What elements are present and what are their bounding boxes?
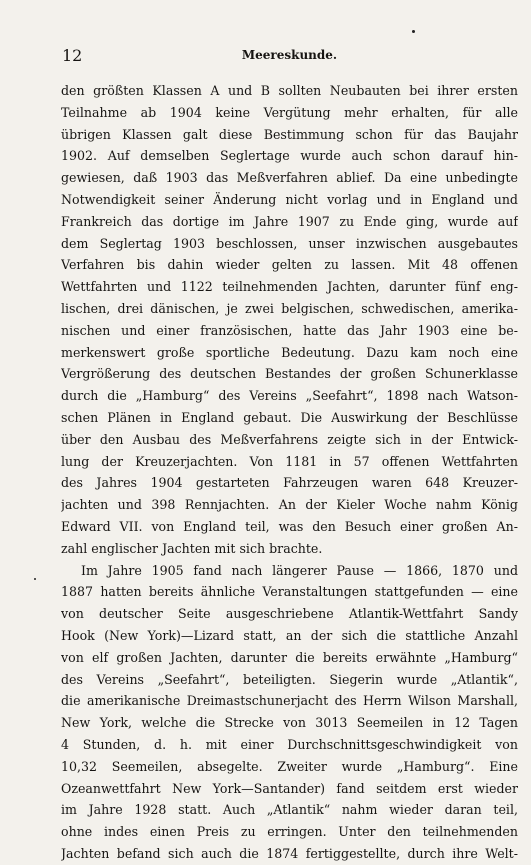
text-line: lischen, drei dänischen, je zwei belgischen, schwedischen, amerika- — [61, 300, 518, 316]
text-line: des Jahres 1904 gestarteten Fahrzeugen waren 648 Kreuzer- — [61, 475, 518, 491]
text-line: dem Seglertag 1903 beschlossen, unser inzwischen ausgebautes — [61, 235, 518, 251]
text-line: Frankreich das dortige im Jahre 1907 zu Ende ging, wurde auf — [61, 213, 518, 229]
text-line: Vergrößerung des deutschen Bestandes der großen Schunerklasse — [61, 366, 518, 382]
text-line: 10,32 Seemeilen, absegelte. Zweiter wurde „Hamburg“. Eine — [61, 758, 518, 774]
text-line: von elf großen Jachten, darunter die bereits erwähnte „Hamburg“ — [61, 649, 518, 665]
running-head: Meereskunde. — [241, 48, 338, 62]
text-line: New York, welche die Strecke von 3013 Seemeilen in 12 Tagen — [61, 715, 518, 731]
text-line: übrigen Klassen galt diese Bestimmung schon für das Baujahr — [61, 126, 518, 142]
text-line: Ozeanwettfahrt New York—Santander) fand seitdem erst wieder — [61, 780, 518, 796]
text-line: gewiesen, daß 1903 das Meßverfahren ablief. Da eine unbedingte — [61, 170, 518, 186]
text-line: Jachten befand sich auch die 1874 fertiggestellte, durch ihre Welt- — [61, 845, 518, 861]
text-line: lung der Kreuzerjachten. Von 1181 in 57 offenen Wettfahrten — [61, 453, 518, 469]
page-header — [62, 46, 517, 70]
text-line: über den Ausbau des Meßverfahrens zeigte sich in der Entwick- — [61, 431, 518, 447]
text-line: nischen und einer französischen, hatte das Jahr 1903 eine be- — [61, 322, 518, 338]
text-line: von deutscher Seite ausgeschriebene Atlantik-Wettfahrt Sandy — [61, 606, 518, 622]
text-line: 4 Stunden, d. h. mit einer Durchschnittsgeschwindigkeit von — [61, 736, 518, 752]
text-line: 1887 hatten bereits ähnliche Veranstaltungen stattgefunden — eine — [61, 584, 518, 600]
text-line: Wettfahrten und 1122 teilnehmenden Jachten, darunter fünf eng- — [61, 279, 518, 295]
text-line: Hook (New York)—Lizard statt, an der sich die stattliche Anzahl — [61, 627, 518, 643]
text-line: Teilnahme ab 1904 keine Vergütung mehr erhalten, für alle — [61, 104, 518, 120]
text-line: ohne indes einen Preis zu erringen. Unter den teilnehmenden — [61, 824, 518, 840]
print-speck — [412, 30, 415, 33]
text-line: Notwendigkeit seiner Änderung nicht vorlag und in England und — [61, 191, 518, 207]
print-speck — [34, 578, 36, 580]
text-line: durch die „Hamburg“ des Vereins „Seefahrt“, 1898 nach Watson- — [61, 388, 518, 404]
text-line: Edward VII. von England teil, was den Besuch einer großen An- — [61, 518, 518, 534]
text-line: den größten Klassen A und B sollten Neubauten bei ihrer ersten — [61, 83, 518, 98]
text-line: Verfahren bis dahin wieder gelten zu lassen. Mit 48 offenen — [61, 257, 518, 273]
text-line: jachten und 398 Rennjachten. An der Kieler Woche nahm König — [61, 497, 518, 513]
text-line: des Vereins „Seefahrt“, beteiligten. Siegerin wurde „Atlantik“, — [61, 671, 518, 687]
text-line: schen Plänen in England gebaut. Die Auswirkung der Beschlüsse — [61, 409, 518, 425]
text-line-paragraph-end: zahl englischer Jachten mit sich brachte. — [61, 540, 323, 556]
page-number: 12 — [62, 46, 83, 65]
body-text — [61, 80, 518, 865]
text-line: merkenswert große sportliche Bedeutung. Dazu kam noch eine — [61, 344, 518, 360]
text-line: im Jahre 1928 statt. Auch „Atlantik“ nahm wieder daran teil, — [61, 802, 518, 818]
text-line-paragraph-start: Im Jahre 1905 fand nach längerer Pause — 1866, 1870 und — [81, 562, 518, 578]
text-line: 1902. Auf demselben Seglertage wurde auch schon darauf hin- — [61, 148, 518, 164]
text-line: die amerikanische Dreimastschunerjacht des Herrn Wilson Marshall, — [61, 693, 518, 709]
